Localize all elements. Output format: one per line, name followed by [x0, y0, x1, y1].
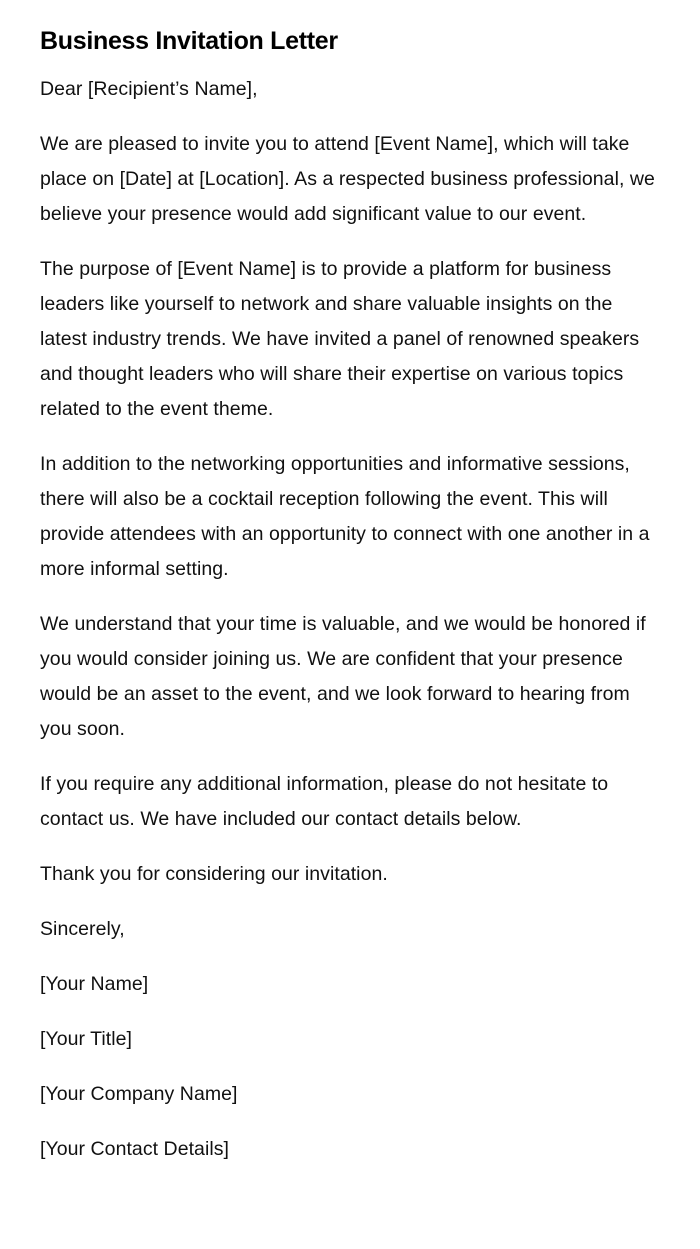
- paragraph-contact-info: If you require any additional information, please do not hesitate to contact us. We have included our contact details below.: [40, 773, 609, 830]
- letter-title: Business Invitation Letter: [40, 27, 338, 55]
- paragraph-reception: In addition to the networking opportunities and informative sessions, there will also be a cocktail reception following the event. This will provide attendees with an opportunity to connect with one another in a more informal setting.: [40, 453, 650, 580]
- signature-title: [Your Title]: [40, 1028, 133, 1050]
- salutation: Dear [Recipient’s Name],: [40, 78, 258, 100]
- paragraph-purpose: The purpose of [Event Name] is to provide a platform for business leaders like yourself to network and share valuable insights on the latest industry trends. We have invited a panel of renowned speakers and thought leaders who will share their expertise on various topics related to the event theme.: [40, 258, 640, 420]
- signature-company: [Your Company Name]: [40, 1083, 238, 1105]
- paragraph-request: We understand that your time is valuable, and we would be honored if you would consider joining us. We are confident that your presence would be an asset to the event, and we look forward to hearing from you soon.: [40, 613, 646, 740]
- paragraph-invitation: We are pleased to invite you to attend [Event Name], which will take place on [Date] at [Location]. As a respected business professional, we believe your presence would add significant value to our event.: [40, 133, 655, 225]
- closing: Sincerely,: [40, 918, 125, 940]
- signature-name: [Your Name]: [40, 973, 149, 995]
- paragraph-thanks: Thank you for considering our invitation.: [40, 863, 388, 885]
- signature-contact: [Your Contact Details]: [40, 1138, 229, 1160]
